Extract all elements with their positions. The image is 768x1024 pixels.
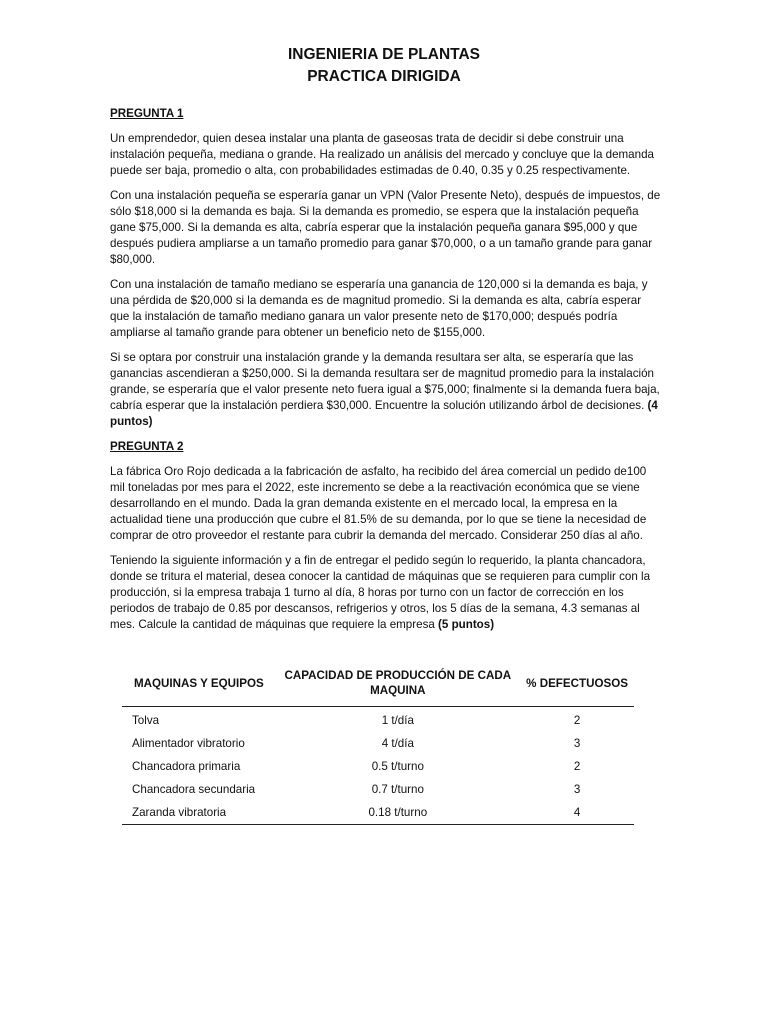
machine-defects: 4 xyxy=(520,801,634,825)
machine-defects: 3 xyxy=(573,737,581,750)
machine-capacity: 0.5 t/turno xyxy=(371,760,424,773)
question-1-paragraph-4-text: Si se optara por construir una instalación grande y la demanda resultara ser alta, se esperaría que las ganancias ascendieran a $250,000. Si la demanda resultara ser de magnitud promedio para la instalación grande, se esperaría que el valor presente neto fuera igual a $75,000; finalmente si la demanda fuera baja, cabría esperar que la instalación perdiera $30,000. Encuentre la solución utilizando árbol de decisiones. xyxy=(110,351,660,412)
machine-name: Chancadora secundaria xyxy=(132,783,256,796)
machine-capacity: 4 t/día xyxy=(381,737,414,750)
question-1-paragraph-4 xyxy=(110,350,662,430)
question-2-paragraph-2-text: Teniendo la siguiente información y a fin de entregar el pedido según lo requerido, la planta chancadora, donde se tritura el material, desea conocer la cantidad de máquinas que se requieren para cumplir con la producción, si la empresa trabaja 1 turno al día, 8 horas por turno con un factor de corrección en los periodos de trabajo de 0.85 por descansos, refrigerios y otros, los 5 días de la semana, 4.3 semanas al mes. Calcule la cantidad de máquinas que requiere la empresa xyxy=(110,554,651,631)
question-2-paragraph-2 xyxy=(110,553,662,633)
header-machines: MAQUINAS Y EQUIPOS xyxy=(122,668,276,707)
question-2-paragraph-1: La fábrica Oro Rojo dedicada a la fabricación de asfalto, ha recibido del área comercial un pedido de100 mil toneladas por mes para el 2022, este incremento se debe a la reactivación económica que se viene desarrollando en el mundo. Dada la gran demanda existente en el mercado local, la empresa en la actualidad tiene una producción que cubre el 81.5% de su demanda, por lo que se tiene la necesidad de comprar de otro proveedor el restante para cubrir la demanda del mercado. Considerar 250 días al año. xyxy=(110,465,647,542)
machine-defects: 3 xyxy=(573,783,581,796)
table-header-row xyxy=(122,668,634,707)
table-row xyxy=(122,707,634,733)
question-1-points: (4 puntos) xyxy=(110,399,658,428)
machine-name: Zaranda vibratoria xyxy=(122,801,276,825)
table-row xyxy=(122,732,634,755)
machine-defects: 2 xyxy=(573,714,581,727)
header-capacity: CAPACIDAD DE PRODUCCIÓN DE CADA MAQUINA xyxy=(276,668,521,707)
table-row xyxy=(122,755,634,778)
question-1-paragraph-1: Un emprendedor, quien desea instalar una planta de gaseosas trata de decidir si debe construir una instalación pequeña, mediana o grande. Ha realizado un análisis del mercado y concluye que la demanda puede ser baja, promedio o alta, con probabilidades estimadas de 0.40, 0.35 y 0.25 respectivamente. xyxy=(110,132,654,177)
question-1-heading: PREGUNTA 1 xyxy=(110,107,184,120)
question-2-points: (5 puntos) xyxy=(438,618,495,631)
document-body xyxy=(110,106,662,642)
question-1-paragraph-2: Con una instalación pequeña se esperaría ganar un VPN (Valor Presente Neto), después de impuestos, de sólo $18,000 si la demanda es baja. Si la demanda es promedio, se espera que la instalación pequeña gane $75,000. Si la demanda es alta, cabría esperar que la instalación pequeña ganara $95,000 y que después pudiera ampliarse a un tamaño promedio para ganar $70,000, o a un tamaño grande para ganar $80,000. xyxy=(110,189,661,266)
machines-table xyxy=(122,668,634,825)
table-row xyxy=(122,801,634,825)
machine-name: Chancadora primaria xyxy=(132,760,241,773)
question-2-heading: PREGUNTA 2 xyxy=(110,440,184,453)
machine-defects: 2 xyxy=(573,760,581,773)
machine-capacity: 0.18 t/turno xyxy=(276,801,521,825)
machine-capacity: 1 t/día xyxy=(381,714,414,727)
machine-name: Alimentador vibratorio xyxy=(132,737,245,750)
question-1-paragraph-3: Con una instalación de tamaño mediano se esperaría una ganancia de 120,000 si la demanda es baja, y una pérdida de $20,000 si la demanda es de magnitud promedio. Si la demanda es alta, cabría esperar que la instalación de tamaño mediano ganara un valor presente neto de $170,000; después podría ampliarse al tamaño grande para obtener un beneficio neto de $155,000. xyxy=(110,278,648,339)
machine-capacity: 0.7 t/turno xyxy=(371,783,424,796)
machine-name: Tolva xyxy=(132,714,160,727)
document-title: INGENIERIA DE PLANTAS xyxy=(287,46,481,63)
table-row xyxy=(122,778,634,801)
header-defects: % DEFECTUOSOS xyxy=(520,668,634,707)
document-subtitle: PRACTICA DIRIGIDA xyxy=(307,68,461,85)
